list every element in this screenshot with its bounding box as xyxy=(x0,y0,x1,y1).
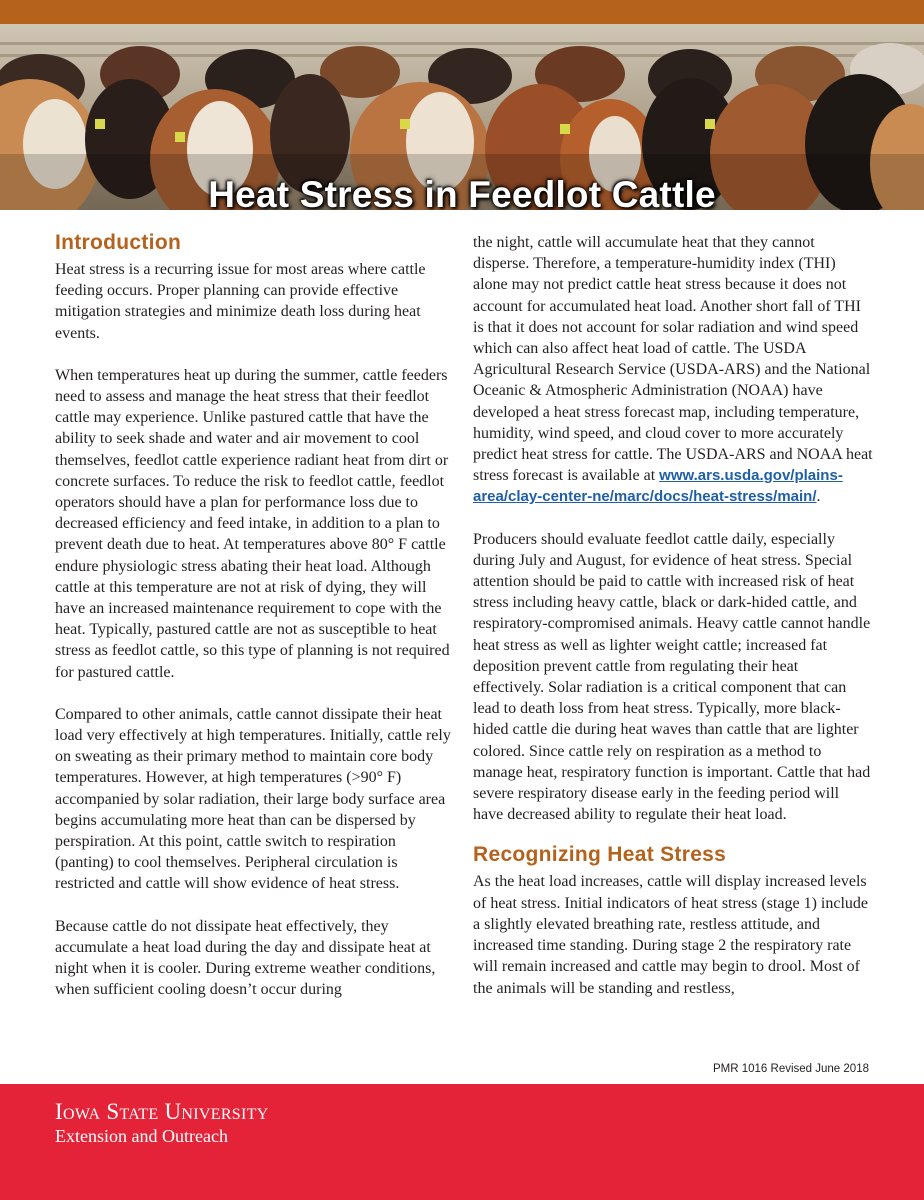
header-bar xyxy=(0,0,924,24)
hero-image xyxy=(0,24,924,210)
right-column xyxy=(473,232,873,1020)
publication-code: PMR 1016 Revised June 2018 xyxy=(713,1063,869,1075)
paragraph: As the heat load increases, cattle will display increased levels of heat stress. Initial indicators of heat stress (stage 1) include a slightly elevated breathing rate, restless attitude, and increased time standing. During stage 2 the respiratory rate will remain increased and cattle may begin to drool. Most of the animals will be standing and restless, xyxy=(473,873,868,997)
paragraph: Producers should evaluate feedlot cattle daily, especially during July and August, for evidence of heat stress. Special attention should be paid to cattle with increased risk of heat stress including heavy cattle, black or dark-hided cattle, and respiratory-compromised animals. Heavy cattle cannot handle heat stress as well as lighter weight cattle; increased fat deposition prevent cattle from regulating their heat effectively. Solar radiation is a critical component that can lead to death loss from heat stress. Typically, more black-hided cattle die during heat waves than cattle that are lighter colored. Since cattle rely on respiration as a method to manage heat, respiratory function is important. Cattle that had severe respiratory disease early in the feeding period will have decreased ability to regulate their heat load. xyxy=(473,530,871,824)
paragraph: Because cattle do not dissipate heat effectively, they accumulate a heat load during the day and dissipate heat at night when it is cooler. During extreme weather conditions, when sufficient cooling doesn’t occur during xyxy=(55,917,436,999)
section-heading-introduction: Introduction xyxy=(55,231,182,254)
paragraph: Compared to other animals, cattle cannot dissipate their heat load very effectively at high temperatures. Initially, cattle rely on sweating as their primary method to maintain core body temperatures. However, at high temperatures (>90° F) accompanied by solar radiation, their large body surface area begins accumulating more heat than can be dispersed by perspiration. At this point, cattle switch to respiration (panting) to cool themselves. Peripheral circulation is restricted and cattle will show evidence of heat stress. xyxy=(55,705,451,893)
paragraph xyxy=(473,232,873,508)
forecast-link[interactable]: www.ars.usda.gov/plains-area/clay-center-ne/marc/docs/heat-stress/main/ xyxy=(473,467,843,506)
page-title: Heat Stress in Feedlot Cattle xyxy=(208,174,716,210)
university-wordmark: Iowa State University xyxy=(55,1099,269,1124)
paragraph-text: the night, cattle will accumulate heat that they cannot disperse. Therefore, a temperature-humidity index (THI) alone may not predict cattle heat stress because it does not account for accumulated heat load. Another short fall of THI is that it does not account for solar radiation and wind speed which can also affect heat load of cattle. The USDA Agricultural Research Service (USDA-ARS) and the National Oceanic & Atmospheric Administration (NOAA) have developed a heat stress forecast map, including temperature, humidity, wind speed, and cloud cover to more accurately predict heat stress for cattle. The USDA-ARS and NOAA heat stress forecast is available at xyxy=(473,234,873,485)
footer-band xyxy=(0,1084,924,1200)
paragraph-end: . xyxy=(816,488,821,506)
left-column xyxy=(55,228,455,1022)
section-heading-recognizing-heat-stress: Recognizing Heat Stress xyxy=(473,843,727,867)
paragraph: Heat stress is a recurring issue for most areas where cattle feeding occurs. Proper planning can provide effective mitigation strategies and minimize death loss during heat events. xyxy=(55,261,426,342)
extension-label: Extension and Outreach xyxy=(55,1126,228,1146)
paragraph: When temperatures heat up during the summer, cattle feeders need to assess and manage the heat stress that their feedlot cattle may experience. Unlike pastured cattle that have the ability to seek shade and water and air movement to cool themselves, feedlot cattle experience radiant heat from dirt or concrete surfaces. To reduce the risk to feedlot cattle, feedlot operators should have a plan for performance loss due to decreased efficiency and feed intake, in addition to a plan to prevent death due to heat. At temperatures above 80° F cattle endure physiologic stress abating their heat load. Although cattle at this temperature are not at risk of dying, they will have an increased maintenance requirement to cope with the heat. Typically, pastured cattle are not as susceptible to heat stress as feedlot cattle, so this type of planning is not required for pastured cattle. xyxy=(55,366,450,681)
